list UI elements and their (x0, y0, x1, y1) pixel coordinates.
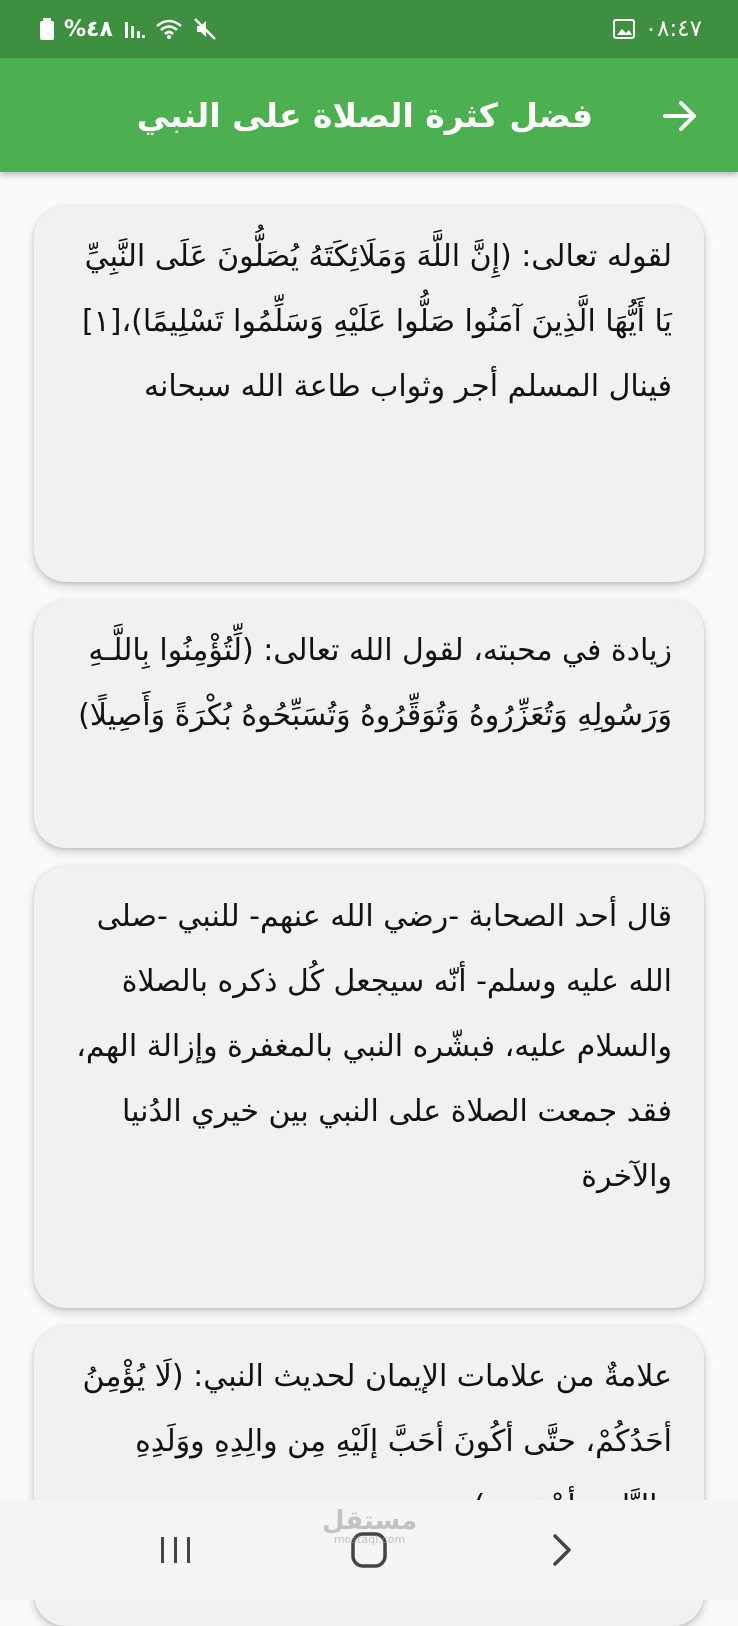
status-icons-left (40, 17, 217, 42)
content-list[interactable] (0, 172, 738, 1500)
arrow-right-icon (660, 96, 700, 136)
card-text: قال أحد الصحابة -رضي الله عنهم- للنبي -صلى الله عليه وسلم- أنّه سيجعل كُل ذكره بالصلاة والسلام عليه، فبشّره النبي بالمغفرة وإزالة الهم، فقد جمعت الصلاة على النبي بين خيري الدُنيا والآخرة (76, 899, 672, 1194)
watermark-brand: مستقل (322, 1506, 418, 1536)
chevron-right-icon (550, 1532, 574, 1568)
watermark (322, 1508, 417, 1545)
mute-icon (193, 17, 217, 41)
card-item (34, 600, 704, 848)
nav-back-button[interactable] (532, 1520, 592, 1580)
card-text: علامةٌ من علامات الإيمان لحديث النبي: (لَا يُؤْمِنُ أحَدُكُمْ، حتَّى أكُونَ أحَبَّ إلَيْهِ مِن والِدِهِ ووَلَدِهِ (82, 1359, 672, 1459)
recents-button[interactable] (146, 1520, 206, 1580)
wifi-icon (155, 18, 183, 40)
recents-icon (159, 1535, 193, 1565)
battery-percent: %٤٨ (64, 16, 113, 42)
signal-icon (123, 18, 145, 40)
clock: ٠٨:٤٧ (644, 16, 702, 42)
back-button[interactable] (660, 96, 700, 136)
card-item (34, 206, 704, 582)
image-notification-icon (613, 19, 635, 39)
card-text: لقوله تعالى: (إِنَّ اللَّهَ وَمَلَائِكَتَهُ يُصَلُّونَ عَلَى النَّبِيِّ يَا أَيُّهَا الَّذِينَ آمَنُوا صَلُّوا عَلَيْهِ وَسَلِّمُوا تَسْلِيمًا)،[١] فينال المسلم أجر وثواب طاعة الله سبحانه (81, 239, 672, 404)
card-text: زيادة في محبته، لقول الله تعالى: (لِّتُؤْمِنُوا بِاللَّـهِ وَرَسُولِهِ وَتُعَزِّرُوهُ وَتُوَقِّرُوهُ وَتُسَبِّحُوهُ بُكْرَةً وَأَصِيلًا) (78, 633, 672, 733)
battery-icon (40, 18, 54, 40)
status-icons-right (613, 16, 702, 42)
card-item (34, 866, 704, 1308)
page-title: فضل كثرة الصلاة على النبي (136, 95, 593, 135)
app-bar (0, 58, 738, 172)
status-bar (0, 0, 738, 58)
watermark-domain: mostaql.com (333, 1533, 406, 1546)
